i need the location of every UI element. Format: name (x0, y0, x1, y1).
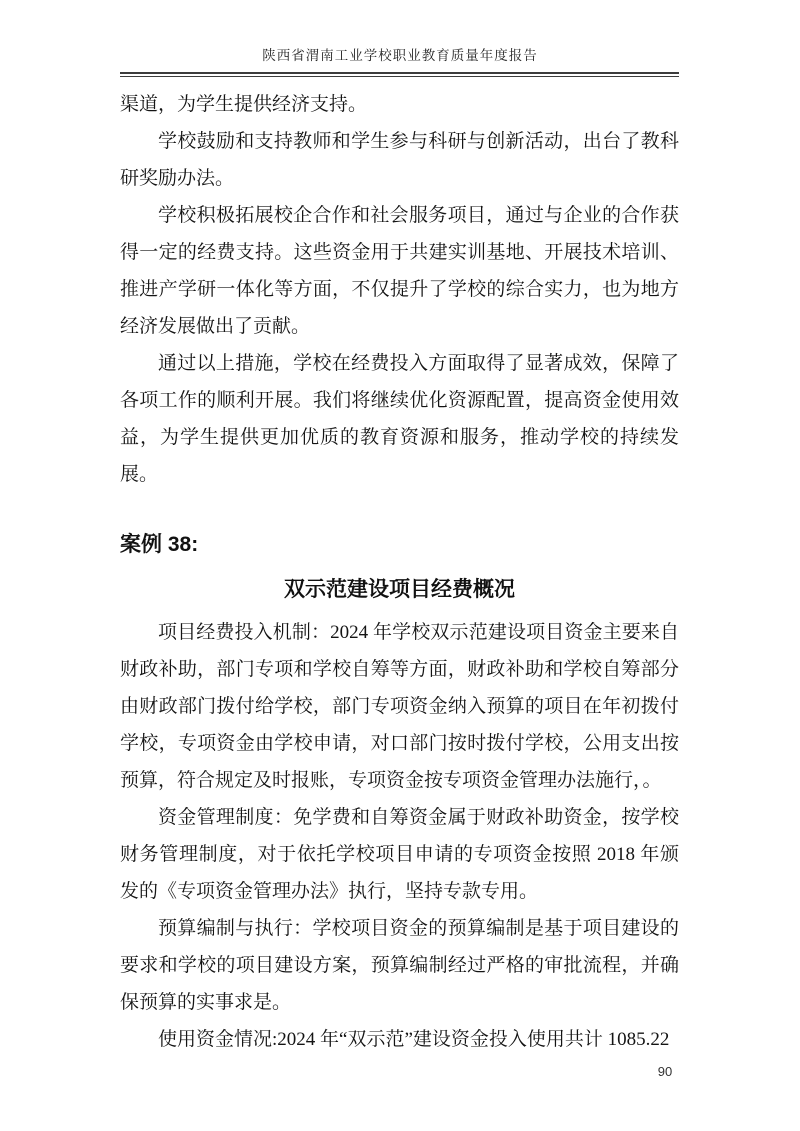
body-paragraph: 资金管理制度：免学费和自筹资金属于财政补助资金，按学校财务管理制度，对于依托学校项目申请的专项资金按照 2018 年颁发的《专项资金管理办法》执行，坚持专款专用。 (120, 807, 679, 902)
body-paragraph: 预算编制与执行：学校项目资金的预算编制是基于项目建设的要求和学校的项目建设方案，预算编制经过严格的审批流程，并确保预算的实事求是。 (120, 918, 679, 1013)
header-title: 陕西省渭南工业学校职业教育质量年度报告 (262, 48, 538, 63)
body-paragraph: 通过以上措施，学校在经费投入方面取得了显著成效，保障了各项工作的顺利开展。我们将继续优化资源配置，提高资金使用效益，为学生提供更加优质的教育资源和服务，推动学校的持续发展。 (120, 353, 679, 485)
body-paragraph: 学校鼓励和支持教师和学生参与科研与创新活动，出台了教科研奖励办法。 (120, 131, 679, 189)
page-number: 90 (657, 1064, 673, 1079)
body-paragraph: 学校积极拓展校企合作和社会服务项目，通过与企业的合作获得一定的经费支持。这些资金用于共建实训基地、开展技术培训、推进产学研一体化等方面，不仅提升了学校的综合实力，也为地方经济发展做出了贡献。 (120, 205, 679, 337)
case-label-heading: 案例 38: (120, 533, 199, 556)
header-divider-rule (120, 72, 679, 77)
body-paragraph: 使用资金情况:2024 年“双示范”建设资金投入使用共计 1085.22 (158, 1029, 670, 1050)
page-body (120, 86, 679, 1058)
case-title-heading: 双示范建设项目经费概况 (284, 577, 515, 601)
body-paragraph: 渠道，为学生提供经济支持。 (120, 94, 368, 115)
body-paragraph: 项目经费投入机制：2024 年学校双示范建设项目资金主要来自财政补助，部门专项和学校自筹等方面，财政补助和学校自筹部分由财政部门拨付给学校，部门专项资金纳入预算的项目在年初拨付学校，专项资金由学校申请，对口部门按时拨付学校，公用支出按预算，符合规定及时报账，专项资金按专项资金管理办法施行，。 (120, 622, 679, 791)
